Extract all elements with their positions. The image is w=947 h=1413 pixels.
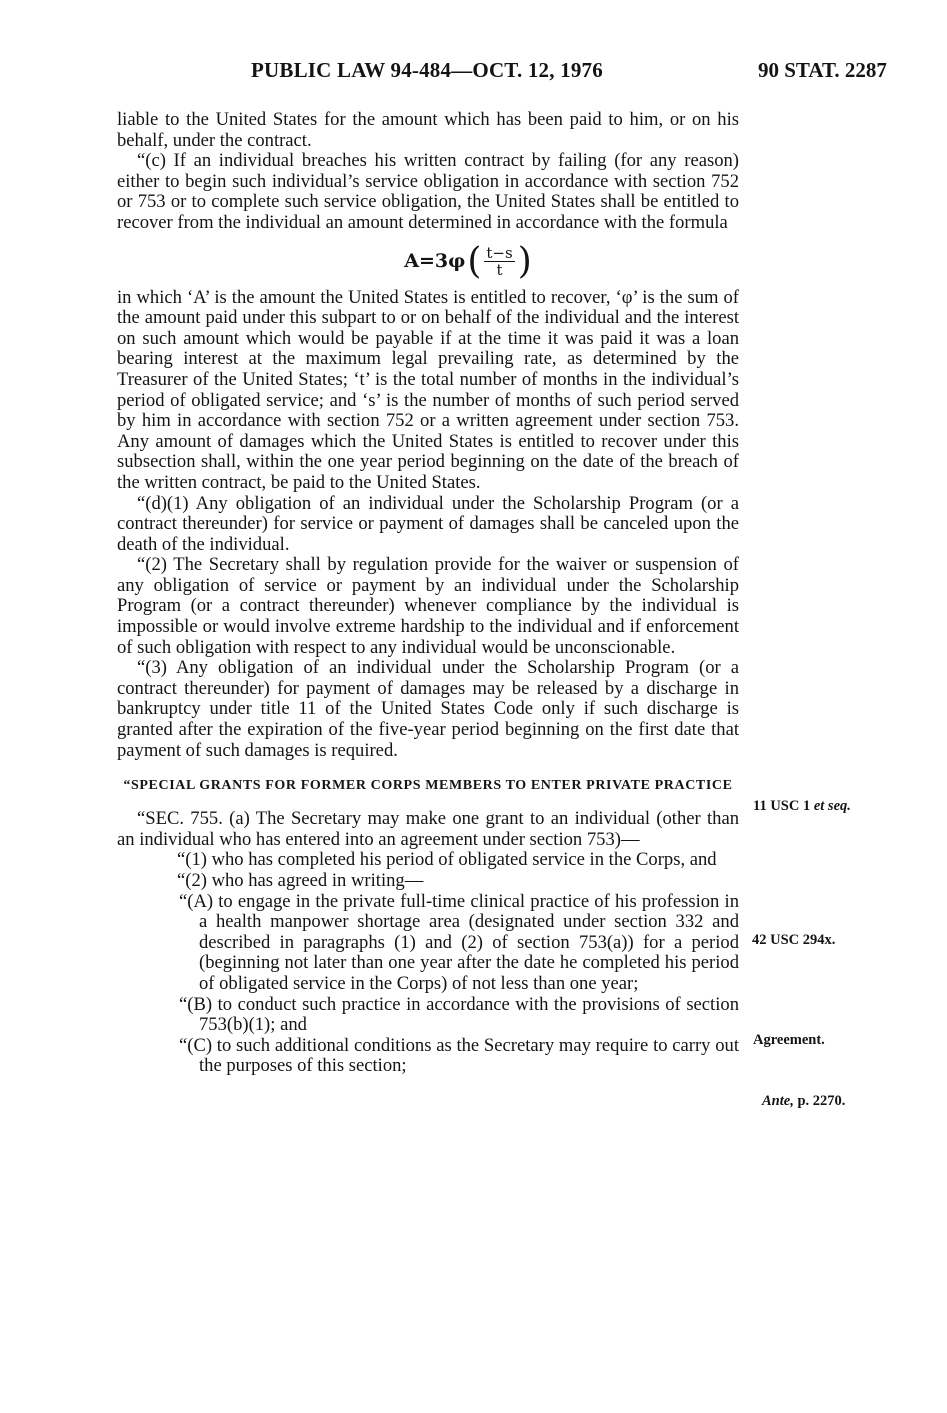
margin-note-11-usc — [753, 798, 851, 815]
section-heading: “SPECIAL GRANTS FOR FORMER CORPS MEMBERS TO ENTER PRIVATE PRACTICE — [123, 778, 733, 794]
paragraph-item-c: “(C) to such additional conditions as the Secretary may require to carry out the purposes of this section; — [179, 1034, 739, 1077]
margin-note-42-usc: 42 USC 294x. — [752, 932, 836, 948]
formula-right-paren: ) — [517, 240, 532, 282]
paragraph-formula-explanation: in which ‘A’ is the amount the United States is entitled to recover, ‘φ’ is the sum of the amount paid under this subpart to or on behalf of the individual and the interest on such amount which would be payable if at the time it was paid it was a loan bearing interest at the maximum legal prevailing rate, as determined by the Treasurer of the United States; ‘t’ is the total number of months in the individual’s period of obligated service; and ‘s’ is the number of months of such period served by him in accordance with section 752 or a written agreement under section 753. Any amount of damages which the United States is entitled to recover under this subsection shall, within the one year period beginning on the date of the breach of the written contract, be paid to the United States. — [117, 286, 739, 493]
paragraph-intro: liable to the United States for the amount which has been paid to him, or on his behalf, under the contract. — [117, 109, 739, 151]
formula-lhs: A=3φ — [404, 250, 466, 273]
document-body — [117, 110, 739, 1077]
formula-fraction — [484, 245, 514, 278]
paragraph-item-a: “(A) to engage in the private full-time clinical practice of his profession in a health manpower shortage area (designated under section 332 and described in paragraphs (1) and (2) of section 753(a)) for a period (beginning not later than one year after the date he completed his period of obligated service in the Corps) of not less than one year; — [179, 890, 739, 994]
formula-denominator: t — [496, 261, 503, 280]
margin-note-11-usc-suffix: et seq. — [813, 798, 851, 814]
margin-note-ante-label: Ante, — [762, 1093, 794, 1109]
paragraph-d1: “(d)(1) Any obligation of an individual under the Scholarship Program (or a contract thereunder) for service or payment of damages shall be canceled upon the death of the individual. — [117, 492, 739, 555]
formula-left-paren: ( — [467, 240, 482, 282]
page-header-title: PUBLIC LAW 94-484—OCT. 12, 1976 — [251, 58, 603, 82]
paragraph-sec-755: “SEC. 755. (a) The Secretary may make one grant to an individual (other than an individual who has entered into an agreement under section 753)— — [117, 808, 739, 850]
margin-note-11-usc-text: 11 USC 1 — [753, 798, 811, 814]
paragraph-item-b: “(B) to conduct such practice in accordance with the provisions of section 753(b)(1); and — [179, 993, 739, 1036]
page-header-stat: 90 STAT. 2287 — [758, 58, 887, 82]
margin-note-agreement: Agreement. — [753, 1032, 825, 1048]
paragraph-item-1: “(1) who has completed his period of obligated service in the Corps, and — [177, 849, 717, 871]
paragraph-d3: “(3) Any obligation of an individual under the Scholarship Program (or a contract thereunder) for payment of damages may be released by a discharge in bankruptcy under title 11 of the United States Code only if such discharge is granted after the expiration of the five-year period beginning on the first date that payment of such damages is required. — [117, 657, 739, 761]
paragraph-d2: “(2) The Secretary shall by regulation provide for the waiver or suspension of any obligation of service or payment by an individual under the Scholarship Program (or a contract thereunder) whenever compliance by the individual is impossible or would involve extreme hardship to the individual and if enforcement of such obligation with respect to any individual would be unconscionable. — [117, 554, 739, 658]
formula-numerator: t−s — [486, 244, 513, 263]
paragraph-c: “(c) If an individual breaches his written contract by failing (for any reason) either to begin such individual’s service obligation in accordance with section 752 or 753 or to complete such service obligation, the United States shall be entitled to recover from the individual an amount determined in accordance with the formula — [117, 150, 739, 233]
damages-formula — [197, 240, 739, 282]
paragraph-item-2: “(2) who has agreed in writing— — [177, 870, 424, 891]
margin-note-ante-page: p. 2270. — [797, 1093, 846, 1109]
margin-note-ante — [762, 1093, 845, 1110]
